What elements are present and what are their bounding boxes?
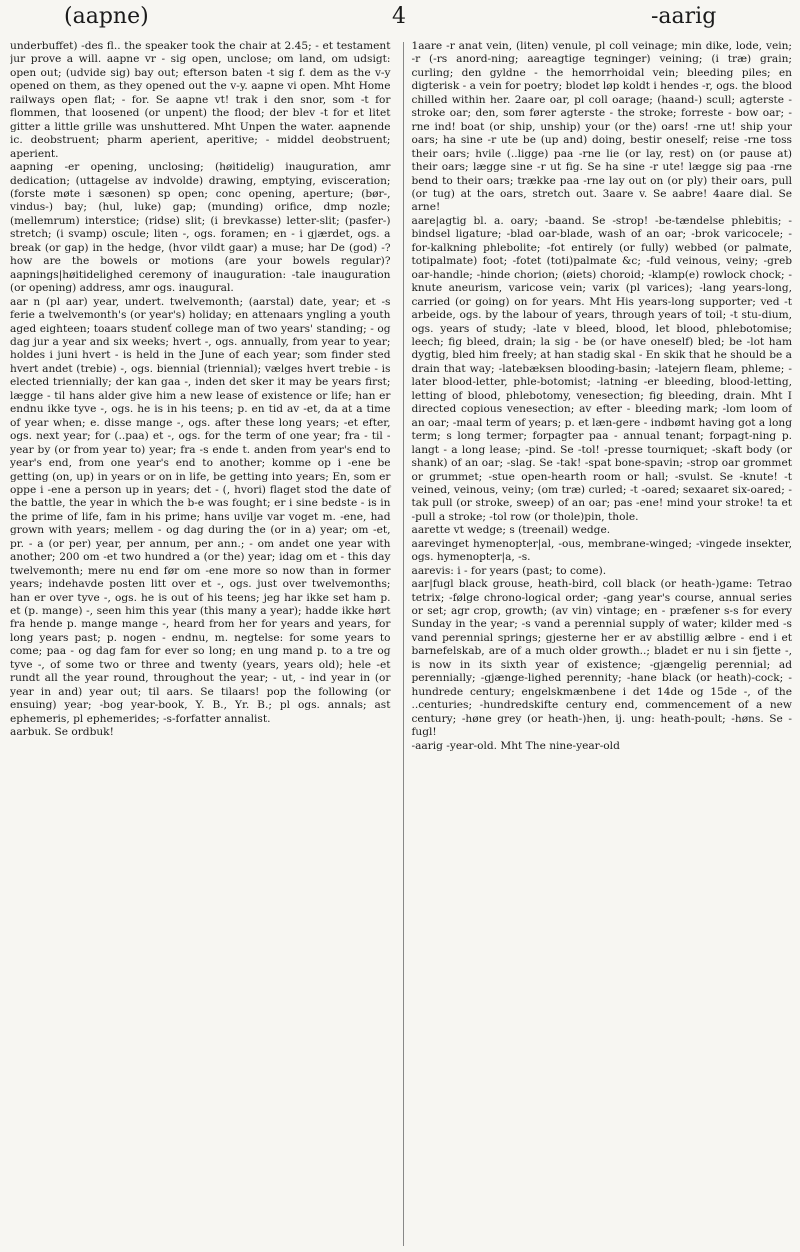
entry: 1aare -r anat vein, (liten) venule, pl coll veinage; min dike, lode, vein; -r (-rs anord-ning; aareagtige tegninger) veining; (i træ) grain; curling; den gyldne - the hemorrhoidal vein; bleeding piles; en digterisk - a vein for poetry; blodet løp koldt i hendes -r, ogs. the blood chilled within her. 2aare oar, pl coll oarage; (haand-) scull; agterste - stroke oar; den, som fører agterste - the stroke; forreste - bow oar; -rne ind! boat (or ship, unship) your (or the) oars! -rne ut! ship your oars; ha sine -r ute be (up and) doing, bestir oneself; reise -rne toss their oars; hvile (..ligge) paa -rne lie (or lay, rest) on (or pause at) their oars; lægge sine -r ut fig. Se ha sine -r ute! lægge sig paa -rne bend to their oars; trække paa -rne lay out on (or ply) their oars, pull (or tug) at the oars, stretch out. 3aare v. Se aabre! 4aare dial. Se arne! <box>411 40 792 214</box>
right-column <box>408 40 793 1246</box>
header-right-guideword: -aarig <box>651 4 717 29</box>
page-header <box>0 0 800 40</box>
dictionary-columns <box>10 40 792 1246</box>
entry: aar|fugl black grouse, heath-bird, coll black (or heath-)game: Tetrao tetrix; -følge chrono-logical order; -gang year's course, annual series or set; agr crop, growth; (av vin) vintage; en - præfener s-s for every Sunday in the year; -s vand a perennial supply of water; kilder med -s vand perennial springs; gjesterne her er av abstillig ælbre - end i et barnefelskab, are of a much older growth..; bladet er nu i sin fjette -, is now in its sixth year of existence; -gjængelig perennial; ad perennially; -gjænge-lighed perennity; -hane black (or heath)-cock; -hundrede century; engelskmænbene i det 14de og 15de -, of the ..centuries; -hundredskifte century end, commencement of a new century; -høne grey (or heath-)hen, ij. ung: heath-poult; -høns. Se -fugl! <box>411 578 792 739</box>
entry: aarette vt wedge; s (treenail) wedge. <box>411 524 611 537</box>
entry: aarevinget hymenopter|al, -ous, membrane-winged; -vingede insekter, ogs. hymenopter|a, -s. <box>411 537 792 564</box>
entry: aare|agtig bl. a. oary; -baand. Se -strop! -be-tændelse phlebitis; -bindsel ligature; -blad oar-blade, wash of an oar; -brok varicocele; -for-kalkning phlebolite; -fot entirely (or fully) webbed (or palmate, totipalmate) foot; -fotet (toti)palmate &c; -fuld veinous, veiny; -greb oar-handle; -hinde chorion; (øiets) choroid; -klamp(e) rowlock chock; -knute aneurism, varicose vein; varix (pl varices); -lang years-long, carried (or going) on for years. Mht His years-long supporter; ved -t arbeide, ogs. by the labour of years, through years of toil; -t stu-dium, ogs. years of study; -late v bleed, blood, let blood, phlebotomise; leech; fig bleed, drain; la sig - be (or have oneself) bled; be -lot ham dygtig, bled him freely; at han stadig skal - En skik that he should be a drain that way; -latebæksen blooding-basin; -latejern fleam, phleme; -later blood-letter, phle-botomist; -latning -er bleeding, blood-letting, letting of blood, phlebotomy, venesection; fig bleeding, drain. Mht I directed copious venesection; av efter - bleeding mark; -lom loom of an oar; -maal term of years; p. et læn-gere - indbømt having got a long term; s long termer; forpagter paa - annual tenant; forpagt-ning p. langt - a long lease; -pind. Se -tol! -presse tourniquet; -skaft body (or shank) of an oar; -slag. Se -tak! -spat bone-spavin; -strop oar grommet or grummet; -stue open-hearth room or hall; -svulst. Se -knute! -t veined, veinous, veiny; (om træ) curled; -t -oared; sexaaret six-oared; -tak pull (or stroke, sweep) of an oar; pas -ene! mind your stroke! ta et -pull a stroke; -tol row (or thole)pin, thole. <box>411 214 792 523</box>
entry: aar n (pl aar) year, undert. twelvemonth; (aarstal) date, year; et -s ferie a twelvemonth's (or year's) holiday; en attenaars yngling a youth aged eighteen; toaars studenť college man of two years' standing; - og dag jur a year and six weeks; hvert -, ogs. annually, from year to year; holdes i juni hvert - is held in the June of each year; som finder sted hvert andet (trebie) -, ogs. biennial (triennial); vælges hvert trebie - is elected triennially; der kan gaa -, inden det sker it may be years first; lægge - til hans alder give him a new lease of existence or life; han er endnu ikke tyve -, ogs. he is in his teens; p. en tid av -et, da at a time of year when; e. disse mange -, ogs. after these long years; -et efter, ogs. next year; for (..paa) et -, ogs. for the term of one year; fra - til - year by (or from year to) year; fra -s ende t. anden from year's end to year's end, from one year's end to another; komme op i -ene be getting (on, up) in years or on in life, be getting into years; En, som er oppe i -ene a person up in years; det - (, hvori) flaget stod the date of the battle, the year in which the b-e was fought; er i sine bedste - is in the prime of life, fam in his prime; hans uvilje var voget m. -ene, had grown with years; mellem - og dag during the (or in a) year; om -et, pr. - a (or per) year, per annum, per ann.; - om andet one year with another; 200 om -et two hundred a (or the) year; idag om et - this day twelvemonth; mere nu end før om -ene more so now than in former years; indehavde posten litt over et -, ogs. just over twelvemonths; han er over tyve -, ogs. he is out of his teens; jeg har ikke set ham p. et (p. mange) -, seen him this year (this many a year); hadde ikke hørt fra hende p. mange mange -, heard from her for years and years, for long years past; p. nogen - endnu, m. negtelse: for some years to come; paa - og dag fam for ever so long; en ung mand p. to a tre og tyve -, of some two or three and twenty (years, years old); hele -et rundt all the year round, throughout the year; - ut, - ind year in (or year in and) year out; til aars. Se tilaars! pop the following (or ensuing) year; -bog year-book, Y. B., Yr. B.; pl ogs. annals; ast ephemeris, pl ephemerides; -s-forfatter annalist. <box>10 295 391 725</box>
entry: aarevis: i - for years (past; to come). <box>411 564 607 577</box>
entry: aapning -er opening, unclosing; (høitidelig) inauguration, amr dedication; (uttagelse av indvolde) drawing, emptying, evisceration; (forste møte i sæsonen) sp open; conc opening, aperture; (bør-, vindus-) bay; (hul, luke) gap; (munding) orifice, dmp nozle; (mellemrum) interstice; (ridse) slit; (i brevkasse) letter-slit; (pasfer-) stretch; (i svamp) oscule; liten -, ogs. foramen; en - i gjærdet, ogs. a break (or gap) in the hedge, (hvor vildt gaar) a muse; har De (god) -? how are the bowels or motions (are your bowels regular)? aapnings|høitidelighed ceremony of inauguration: -tale inauguration (or opening) address, amr ogs. inaugural. <box>10 161 391 295</box>
left-column <box>10 40 399 1246</box>
entry: underbuffet) -des fl.. the speaker took the chair at 2.45; - et testament jur prove a will. aapne vr - sig open, unclose; om land, om udsigt: open out; (udvide sig) bay out; efterson baten -t sig f. dem as the v-y opened on them, as they opened out the v-y. aapne vi open. Mht Home railways open flat; - for. Se aapne vt! trak i den snor, som -t for flommen, that loosened (or unpent) the flood; der blev -t for et litet gitter a little grille was unshuttered. Mht Unpen the water. aapnende ic. deobstruent; pharm aperient, aperitive; - middel deobstruent; aperient. <box>10 40 391 160</box>
page-number: 4 <box>392 4 406 29</box>
entry: -aarig -year-old. Mht The nine-year-old <box>411 739 620 752</box>
header-left-guideword: (aapne) <box>64 4 149 29</box>
entry: aarbuk. Se ordbuk! <box>10 726 114 739</box>
column-divider <box>403 42 404 1246</box>
